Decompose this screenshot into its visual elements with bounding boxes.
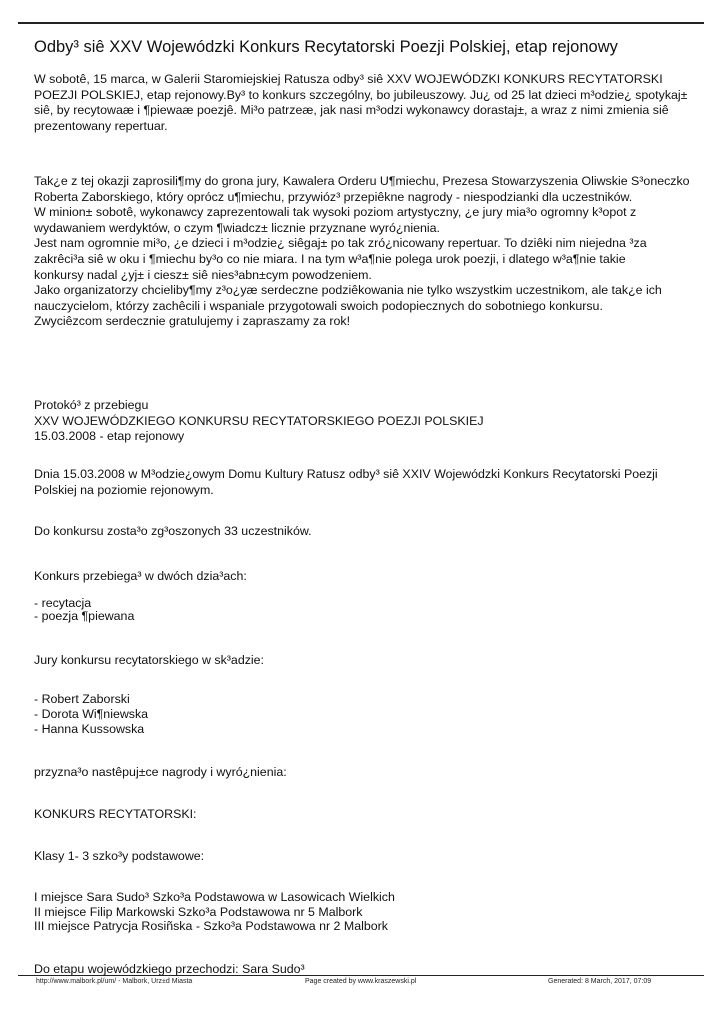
thanks-paragraph: Tak¿e z tej okazji zaprosili¶my do grona jury, Kawalera Orderu U¶miechu, Prezesa Stowarzyszenia Oliwskie S³oneczko Roberta Zaborskiego, który oprócz u¶miechu, przywióz³ przepiêkne nagrody - niespodzianki dla uczestników. W minion± sobotê, wykonawcy zaprezentowali tak wysoki poziom artystyczny, ¿e jury mia³o ogromny k³opot z wydawaniem werdyktów, o czym ¶wiadcz± licznie przyznane wyró¿nienia. Jest nam ogromnie mi³o, ¿e dzieci i m³odzie¿ siêgaj± po tak zró¿nicowany repertuar. To dziêki nim niejedna ³za zakrêci³a siê w oku i ¶miechu by³o co nie miara. I na tym w³a¶nie polega urok poezji, i dlatego w³a¶nie takie konkursy nadal ¿yj± i ciesz± siê nies³abn±cym powodzeniem. Jako organizatorzy chcieliby¶my z³o¿yæ serdeczne podziêkowania nie tylko wszystkim uczestnikom, ale tak¿e ich nauczycielom, którzy zachêcili i wspaniale przygotowali swoich podopiecznych do sobotniego konkursu. Zwyciêzcom serdecznie gratulujemy i zapraszamy za rok!: [34, 174, 690, 329]
footer-source-link[interactable]: http://www.malbork.pl/um/ - Malbork, Urz±d Miasta: [36, 978, 193, 985]
footer-generated-date: Generated: 8 March, 2017, 07:09: [548, 978, 652, 985]
jury-member: - Dorota Wi¶niewska: [34, 707, 149, 721]
classes-heading: Klasy 1- 3 szko³y podstawowe:: [34, 849, 205, 863]
footer-credit-text: Page created by www.kraszewski.pl: [305, 978, 417, 985]
section-heading: KONKURS RECYTATORSKI:: [34, 807, 197, 821]
jury-member: - Robert Zaborski: [34, 692, 130, 706]
participants-count-text: Do konkursu zosta³o zg³oszonych 33 uczestników.: [34, 524, 312, 538]
protocol-heading: Protokó³ z przebiegu XXV WOJEWÓDZKIEGO KONKURSU RECYTATORSKIEGO POEZJI POLSKIEJ 15.03.2008 - etap rejonowy: [34, 398, 484, 444]
footer-rule: [18, 975, 704, 976]
winner-row: II miejsce Filip Markowski Szko³a Podstawowa nr 5 Malbork: [34, 905, 363, 919]
jury-intro-text: Jury konkursu recytatorskiego w sk³adzie:: [34, 653, 265, 667]
parts-intro-text: Konkurs przebiega³ w dwóch dzia³ach:: [34, 569, 247, 583]
jury-member: - Hanna Kussowska: [34, 722, 145, 736]
intro-paragraph: W sobotê, 15 marca, w Galerii Staromiejskiej Ratusza odby³ siê XXV WOJEWÓDZKI KONKURS RECYTATORSKI POEZJI POLSKIEJ, etap rejonowy.By³ to konkurs szczególny, bo jubileuszowy. Ju¿ od 25 lat dzieci m³odzie¿ spotykaj± siê, by recytowaæ i ¶piewaæ poezjê. Mi³o patrzeæ, jak nasi m³odzi wykonawcy dorastaj±, a wraz z nimi zmienia siê prezentowany repertuar.: [34, 72, 688, 133]
winner-row: III miejsce Patrycja Rosiñska - Szko³a Podstawowa nr 2 Malbork: [34, 919, 388, 933]
protocol-intro-paragraph: Dnia 15.03.2008 w M³odzie¿owym Domu Kultury Ratusz odby³ siê XXIV Wojewódzki Konkurs Recytatorski Poezji Polskiej na poziomie rejonowym.: [34, 467, 658, 497]
article-title: Odby³ siê XXV Wojewódzki Konkurs Recytatorski Poezji Polskiej, etap rejonowy: [34, 38, 618, 56]
list-item: - poezja ¶piewana: [34, 609, 135, 623]
awards-intro-text: przyzna³o nastêpuj±ce nagrody i wyró¿nienia:: [34, 765, 287, 779]
header-rule: [18, 22, 704, 24]
winner-row: I miejsce Sara Sudo³ Szko³a Podstawowa w Lasowicach Wielkich: [34, 890, 395, 904]
list-item: - recytacja: [34, 596, 92, 610]
advance-text: Do etapu wojewódzkiego przechodzi: Sara Sudo³: [34, 962, 305, 976]
